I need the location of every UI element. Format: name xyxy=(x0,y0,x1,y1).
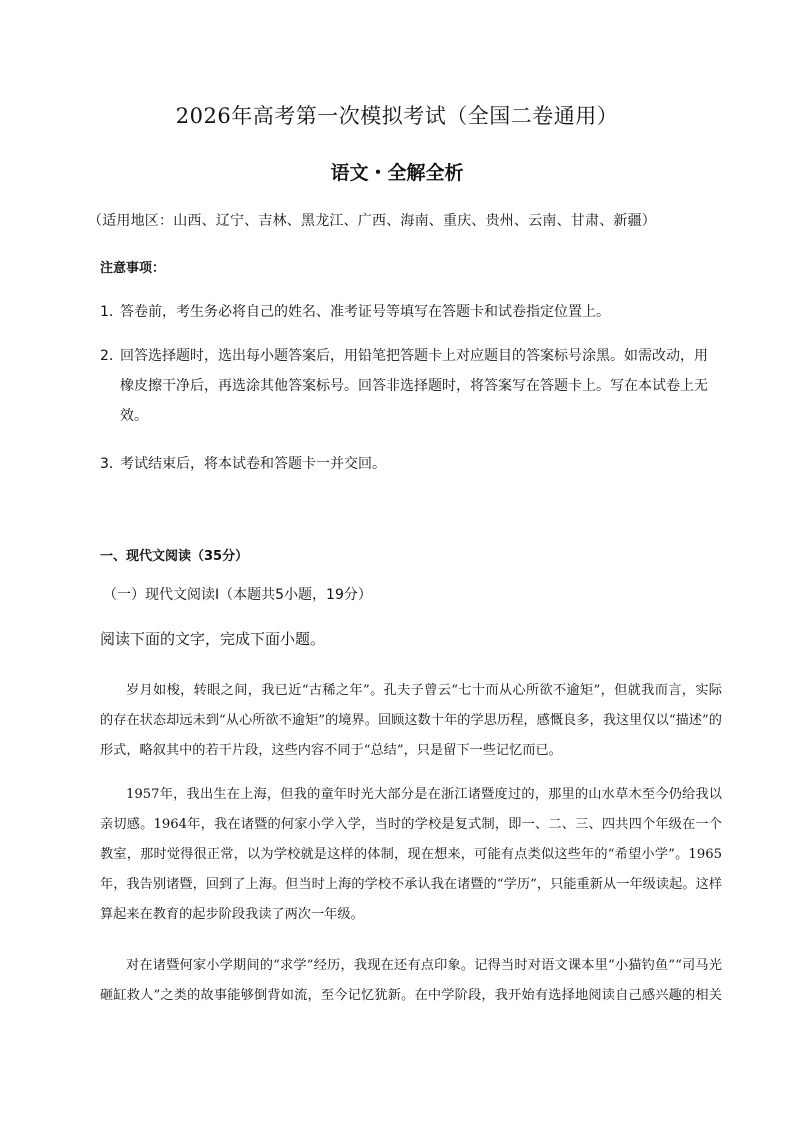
applicable-regions: （适用地区：山西、辽宁、吉林、黑龙江、广西、海南、重庆、贵州、云南、甘肃、新疆） xyxy=(88,213,656,229)
notice-item-text-line: 效。 xyxy=(120,408,148,424)
passage-line: 岁月如梭，转眼之间，我已近“古稀之年”。孔夫子曾云“七十而从心所欲不逾矩”，但就我而言，实际 xyxy=(126,683,722,698)
notice-item-text: 考试结束后，将本试卷和答题卡一并交回。 xyxy=(120,456,386,472)
section-subheading: （一）现代文阅读Ⅰ（本题共5小题，19分） xyxy=(103,587,372,603)
passage-line: 教室，那时觉得很正常，以为学校就是这样的体制，现在想来，可能有点类似这些年的“希望小学”。1965 xyxy=(100,847,722,862)
passage-line: 算起来在教育的起步阶段我读了两次一年级。 xyxy=(100,907,364,922)
notice-item-2 xyxy=(100,341,720,431)
notice-item-number: 1． xyxy=(100,304,123,320)
notice-item-text-line: 橡皮擦干净后，再选涂其他答案标号。回答非选择题时，将答案写在答题卡上。写在本试卷上无 xyxy=(120,378,708,394)
notice-item-text-line: 回答选择题时，选出每小题答案后，用铅笔把答题卡上对应题目的答案标号涂黑。如需改动，用 xyxy=(120,348,708,364)
passage-line: 对在诸暨何家小学期间的“求学”经历，我现在还有点印象。记得当时对语文课本里“小猫钓鱼”“司马光 xyxy=(126,958,722,973)
passage-line: 形式，略叙其中的若干片段，这些内容不同于“总结”，只是留下一些记忆而已。 xyxy=(100,743,562,758)
notice-item-1 xyxy=(100,297,720,327)
passage-line: 年，我告别诸暨，回到了上海。但当时上海的学校不承认我在诸暨的“学历”，只能重新从一年级读起。这样 xyxy=(100,877,722,892)
passage-paragraph-1 xyxy=(100,676,722,766)
passage-paragraph-3 xyxy=(100,951,722,1011)
passage-line: 亲切感。1964年，我在诸暨的何家小学入学，当时的学校是复式制，即一、二、三、四共四个年级在一个 xyxy=(100,817,722,832)
notice-item-number: 3． xyxy=(100,456,123,472)
section-heading: 一、现代文阅读（35分） xyxy=(100,549,249,564)
notice-item-text: 答卷前，考生务必将自己的姓名、准考证号等填写在答题卡和试卷指定位置上。 xyxy=(120,304,610,320)
document-subtitle: 语文・全解全析 xyxy=(330,162,464,184)
notice-item-number: 2． xyxy=(100,348,123,364)
reading-instruction: 阅读下面的文字，完成下面小题。 xyxy=(100,630,326,648)
passage-line: 砸缸救人”之类的故事能够倒背如流，至今记忆犹新。在中学阶段，我开始有选择地阅读自己感兴趣的相关 xyxy=(100,988,722,1003)
notice-heading: 注意事项： xyxy=(100,261,166,276)
passage-line: 的存在状态却远未到“从心所欲不逾矩”的境界。回顾这数十年的学思历程，感慨良多，我这里仅以“描述”的 xyxy=(100,713,722,728)
passage-paragraph-2 xyxy=(100,780,722,930)
notice-item-3 xyxy=(100,449,720,479)
passage-line: 1957年，我出生在上海，但我的童年时光大部分是在浙江诸暨度过的，那里的山水草木至今仍给我以 xyxy=(126,787,722,802)
document-title: 2026年高考第一次模拟考试（全国二卷通用） xyxy=(175,104,619,128)
